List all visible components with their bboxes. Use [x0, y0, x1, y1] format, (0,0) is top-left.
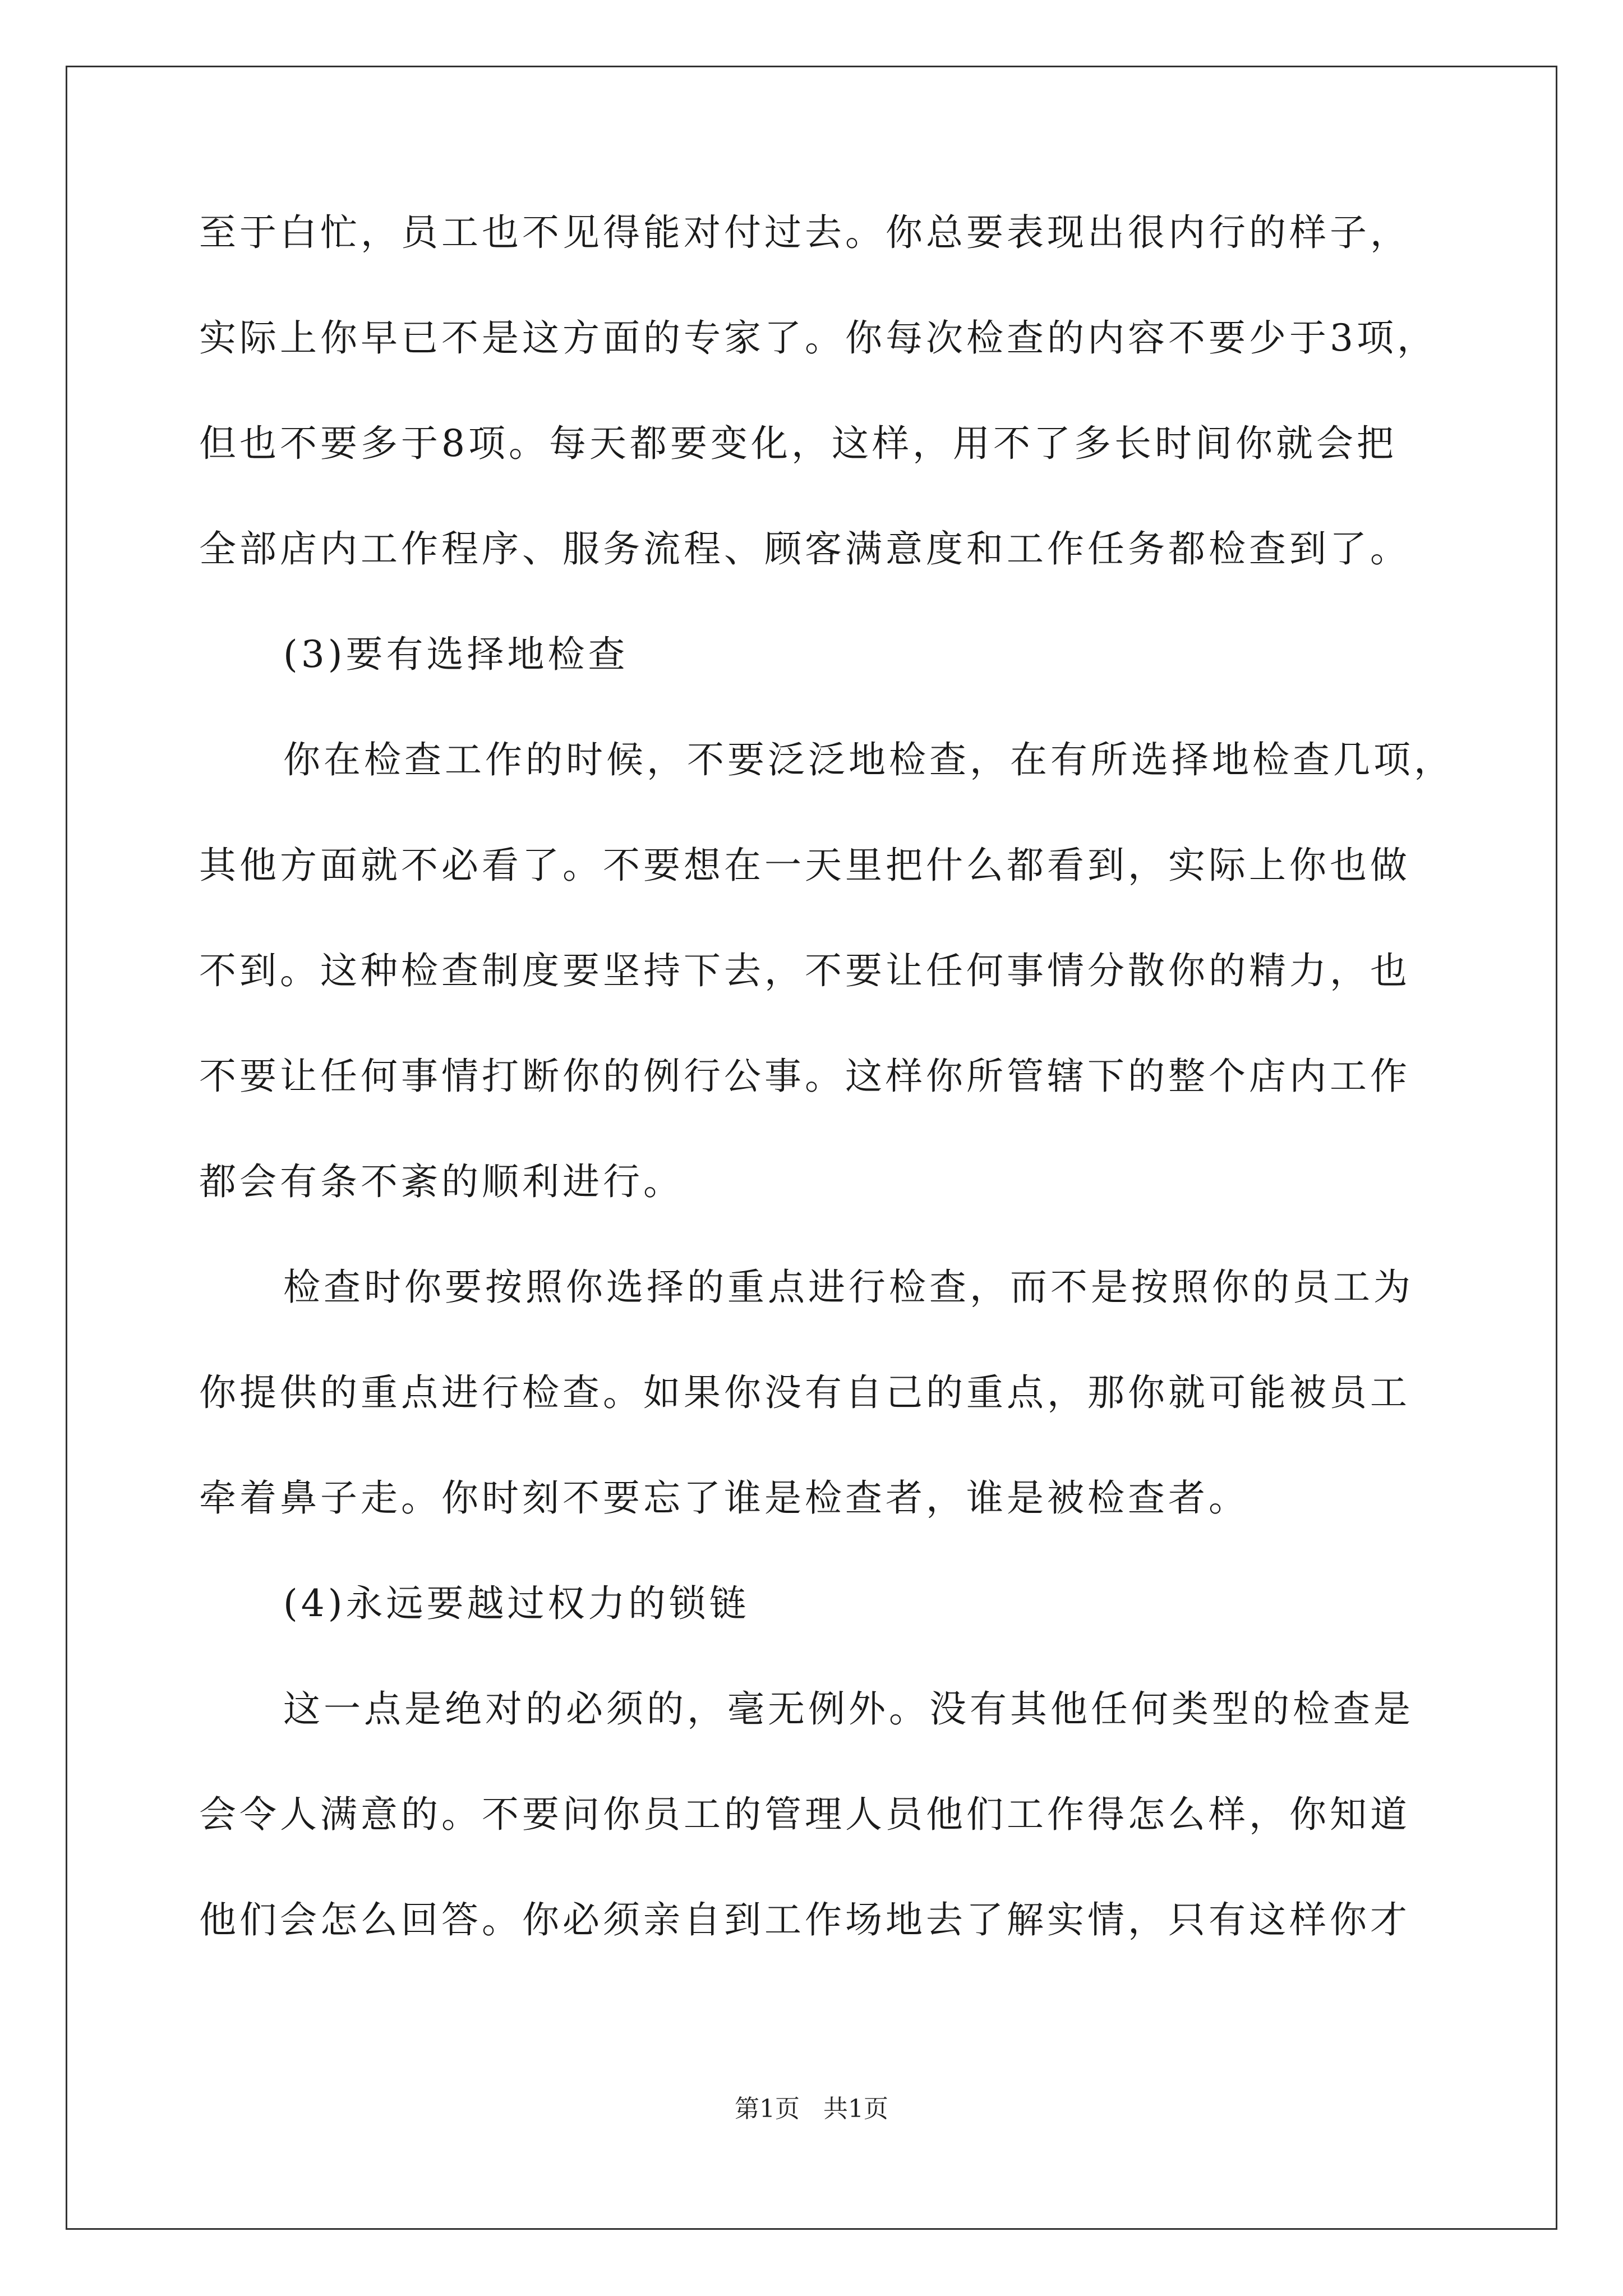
text-line: 会令人满意的。不要问你员工的管理人员他们工作得怎么样，你知道	[199, 1793, 1410, 1836]
text-line: 都会有条不紊的顺利进行。	[199, 1160, 684, 1203]
text-line: 但也不要多于8项。每天都要变化，这样，用不了多长时间你就会把	[199, 422, 1397, 465]
text-line: 实际上你早已不是这方面的专家了。你每次检查的内容不要少于3项，	[199, 316, 1437, 360]
text-line: 这一点是绝对的必须的，毫无例外。没有其他任何类型的检查是	[283, 1687, 1414, 1731]
text-line: 至于白忙，员工也不见得能对付过去。你总要表现出很内行的样子，	[199, 211, 1410, 254]
text-line: 他们会怎么回答。你必须亲自到工作场地去了解实情，只有这样你才	[199, 1898, 1410, 1941]
text-line: 其他方面就不必看了。不要想在一天里把什么都看到，实际上你也做	[199, 844, 1410, 887]
page-total: 共1页	[823, 2095, 888, 2123]
section-heading: (4)永远要越过权力的锁链	[283, 1582, 750, 1625]
text-line: 不到。这种检查制度要坚持下去，不要让任何事情分散你的精力，也	[199, 949, 1410, 992]
text-line: 你在检查工作的时候，不要泛泛地检查，在有所选择地检查几项，	[283, 738, 1454, 781]
page-footer	[0, 2092, 1623, 2126]
text-line: 你提供的重点进行检查。如果你没有自己的重点，那你就可能被员工	[199, 1371, 1410, 1414]
text-line: 不要让任何事情打断你的例行公事。这样你所管辖下的整个店内工作	[199, 1055, 1410, 1098]
page-number: 第1页	[735, 2095, 800, 2123]
section-heading: (3)要有选择地检查	[283, 633, 629, 676]
text-line: 检查时你要按照你选择的重点进行检查，而不是按照你的员工为	[283, 1266, 1414, 1309]
text-line: 牵着鼻子走。你时刻不要忘了谁是检查者，谁是被检查者。	[199, 1476, 1249, 1520]
text-line: 全部店内工作程序、服务流程、顾客满意度和工作任务都检查到了。	[199, 527, 1410, 570]
